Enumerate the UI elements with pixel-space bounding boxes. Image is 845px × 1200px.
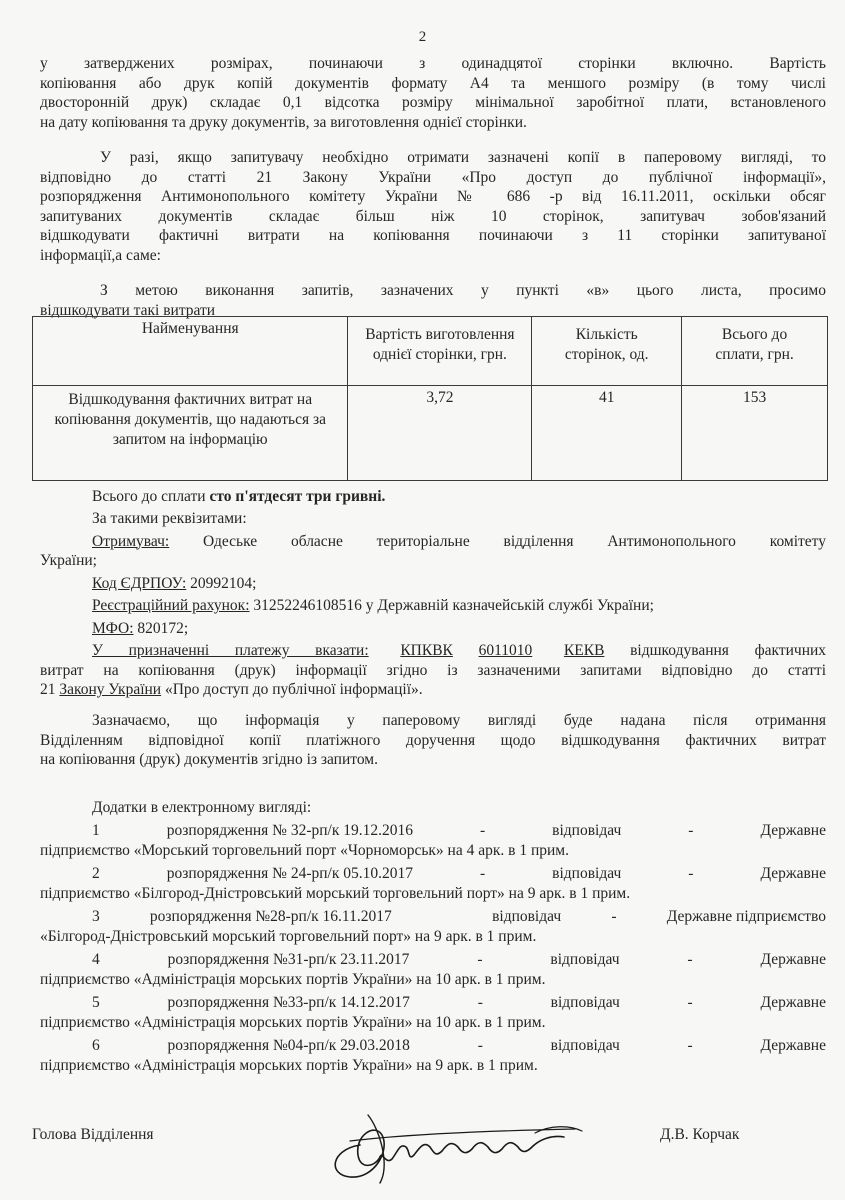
- text-line: інформації,а саме:: [40, 246, 161, 264]
- attachment-dash: -: [477, 950, 483, 968]
- attachment-entity: Державне: [760, 864, 826, 882]
- attachment-respondent: відповідач: [550, 993, 620, 1011]
- text-line: відшкодувати фактичні витрати на копіювання починаючи з 11 сторінки запитуваної: [40, 227, 826, 244]
- purpose-line-3: 21 Закону України «Про доступ до публічної інформації».: [40, 681, 423, 698]
- edrpou-line: Код ЄДРПОУ: 20992104;: [92, 574, 257, 592]
- attachment-order: розпорядження №31-рп/к 23.11.2017: [167, 950, 410, 968]
- attachment-entity: Державне: [760, 1036, 826, 1054]
- header-price: Вартість виготовлення однієї сторінки, грн.: [348, 317, 532, 386]
- account-line: Реєстраційний рахунок: 31252246108516 у Державній казначейській службі України;: [92, 597, 654, 614]
- text-line: Зазначаємо, що інформація у паперовому вигляді буде надана після отримання: [92, 712, 826, 729]
- list-item: [40, 950, 826, 990]
- recipient-line-2: України;: [40, 552, 97, 569]
- attachment-dash: -: [477, 993, 483, 1011]
- page-number: 2: [418, 29, 427, 45]
- attachment-dash: -: [611, 907, 617, 925]
- attachment-dash: -: [477, 1036, 483, 1054]
- attachment-dash: -: [480, 864, 486, 882]
- list-item: [40, 907, 826, 947]
- text-line: на копіювання (друк) документів згідно із запитом.: [40, 751, 378, 768]
- attachment-line-1: [40, 907, 826, 927]
- attachment-line-2: підприємство «Білгород-Дністровський морський торговельний порт» на 9 арк. в 1 прим.: [40, 885, 631, 902]
- attachment-number: 6: [92, 1036, 100, 1054]
- total-line: Всього до сплати сто п'ятдесят три гривні.: [92, 488, 386, 505]
- table-row: [33, 386, 828, 481]
- list-item: [40, 821, 826, 861]
- requisites-intro: За такими реквізитами:: [92, 510, 247, 527]
- attachment-entity: Державне підприємство: [666, 907, 826, 925]
- text-line: відповідно до статті 21 Закону України «Про доступ до публічної інформації»,: [40, 168, 826, 186]
- attachment-dash: -: [687, 1036, 693, 1054]
- attachment-dash: -: [687, 993, 693, 1011]
- attachment-number: 1: [92, 821, 100, 839]
- cell-total: 153: [682, 386, 828, 481]
- attachment-line-2: підприємство «Адміністрація морських портів України» на 9 арк. в 1 прим.: [40, 1057, 538, 1074]
- paragraph-paper-copies: [40, 148, 826, 265]
- text-line: запитуваних документів складає більш ніж 10 сторінок, запитувач зобов'язаний: [40, 207, 826, 225]
- table-header-row: [33, 317, 828, 386]
- total-amount: сто п'ятдесят три гривні.: [209, 488, 386, 505]
- list-item: [40, 1036, 826, 1076]
- cell-pages: 41: [532, 386, 682, 481]
- attachment-respondent: відповідач: [550, 1036, 620, 1054]
- text-line: двосторонній друк) складає 0,1 відсотка розміру мінімальної заробітної плати, встановленого: [40, 94, 826, 111]
- attachment-number: 2: [92, 864, 100, 882]
- attachment-number: 3: [92, 907, 100, 925]
- requisites-block: [40, 509, 826, 700]
- paragraph-purpose: [40, 281, 826, 320]
- attachment-line-1: [40, 1036, 826, 1056]
- list-item: [40, 993, 826, 1033]
- attachment-order: розпорядження №04-рп/к 29.03.2018: [167, 1036, 410, 1054]
- attachments-title: Додатки в електронному вигляді:: [92, 799, 312, 816]
- text-line: копіювання або друк копій документів формату А4 та меншого розміру (в тому числі: [40, 74, 826, 92]
- attachments-block: [40, 798, 826, 1076]
- attachments-list: [40, 821, 826, 1076]
- purpose-line: У призначенні платежу вказати: КПКВК 6011010 КЕКВ відшкодування фактичних: [92, 642, 827, 659]
- attachment-number: 4: [92, 950, 100, 968]
- attachment-line-1: [40, 993, 826, 1013]
- attachment-entity: Державне: [760, 950, 826, 968]
- text-line: З метою виконання запитів, зазначених у пункті «в» цього листа, просимо: [100, 282, 826, 299]
- header-pages: Кількість сторінок, од.: [532, 317, 682, 386]
- attachment-entity: Державне: [760, 993, 826, 1011]
- attachment-order: розпорядження № 24-рп/к 05.10.2017: [166, 864, 413, 882]
- attachment-respondent: відповідач: [550, 950, 620, 968]
- list-item: [40, 864, 826, 904]
- text-line: Відділенням відповідної копії платіжного доручення щодо відшкодування фактичних витрат: [40, 731, 826, 749]
- mfo-line: МФО: 820172;: [92, 619, 189, 637]
- paragraph-cost-continuation: [40, 54, 826, 132]
- attachment-line-2: «Білгород-Дністровський морський торговельний порт» на 9 арк. в 1 прим.: [40, 928, 537, 945]
- header-name: Найменування: [33, 317, 348, 386]
- text-line: відшкодувати такі витрати: [40, 301, 216, 319]
- attachment-order: розпорядження № 32-рп/к 19.12.2016: [166, 821, 413, 839]
- attachment-line-2: підприємство «Адміністрація морських портів України» на 10 арк. в 1 прим.: [40, 971, 546, 988]
- cost-table: [32, 316, 828, 481]
- attachment-line-1: [40, 821, 826, 841]
- attachment-respondent: відповідач: [552, 864, 622, 882]
- attachment-dash: -: [688, 821, 694, 839]
- attachment-line-2: підприємство «Адміністрація морських портів України» на 10 арк. в 1 прим.: [40, 1014, 546, 1031]
- signatory-title: Голова Відділення: [32, 1126, 154, 1143]
- recipient-line: Отримувач: Одеське обласне територіальне відділення Антимонопольного комітету: [92, 532, 826, 550]
- attachment-line-1: [40, 950, 826, 970]
- text-line: розпорядження Антимонопольного комітету України № 686 -р від 16.11.2011, оскільки обсяг: [40, 188, 826, 205]
- attachment-respondent: відповідач: [492, 907, 562, 925]
- attachment-dash: -: [687, 950, 693, 968]
- attachment-number: 5: [92, 993, 100, 1011]
- attachment-order: розпорядження №33-рп/к 14.12.2017: [167, 993, 410, 1011]
- attachment-line-1: [40, 864, 826, 884]
- attachment-line-2: підприємство «Морський торговельний порт «Чорноморськ» на 4 арк. в 1 прим.: [40, 842, 569, 859]
- attachment-dash: -: [480, 821, 486, 839]
- cell-price: 3,72: [348, 386, 532, 481]
- text-line: у затверджених розмірах, починаючи з одинадцятої сторінки включно. Вартість: [40, 55, 826, 72]
- attachment-entity: Державне: [760, 821, 826, 839]
- signatory-name: Д.В. Корчак: [660, 1126, 740, 1143]
- header-total: Всього до сплати, грн.: [682, 317, 828, 386]
- attachment-dash: -: [688, 864, 694, 882]
- text-line: на дату копіювання та друку документів, за виготовлення однієї сторінки.: [40, 113, 527, 131]
- paragraph-notice: [40, 711, 826, 770]
- text-line: У разі, якщо запитувачу необхідно отримати зазначені копії в паперовому вигляді, то: [100, 149, 826, 166]
- attachment-order: розпорядження №28-рп/к 16.11.2017: [149, 907, 392, 925]
- attachment-respondent: відповідач: [552, 821, 622, 839]
- cell-name: Відшкодування фактичних витрат на копіювання документів, що надаються за запитом на інформацію: [33, 386, 348, 481]
- signature-image: [320, 1095, 590, 1185]
- purpose-line-2: витрат на копіювання (друк) інформації згідно із зазначеними запитами відповідно до статті: [40, 661, 826, 679]
